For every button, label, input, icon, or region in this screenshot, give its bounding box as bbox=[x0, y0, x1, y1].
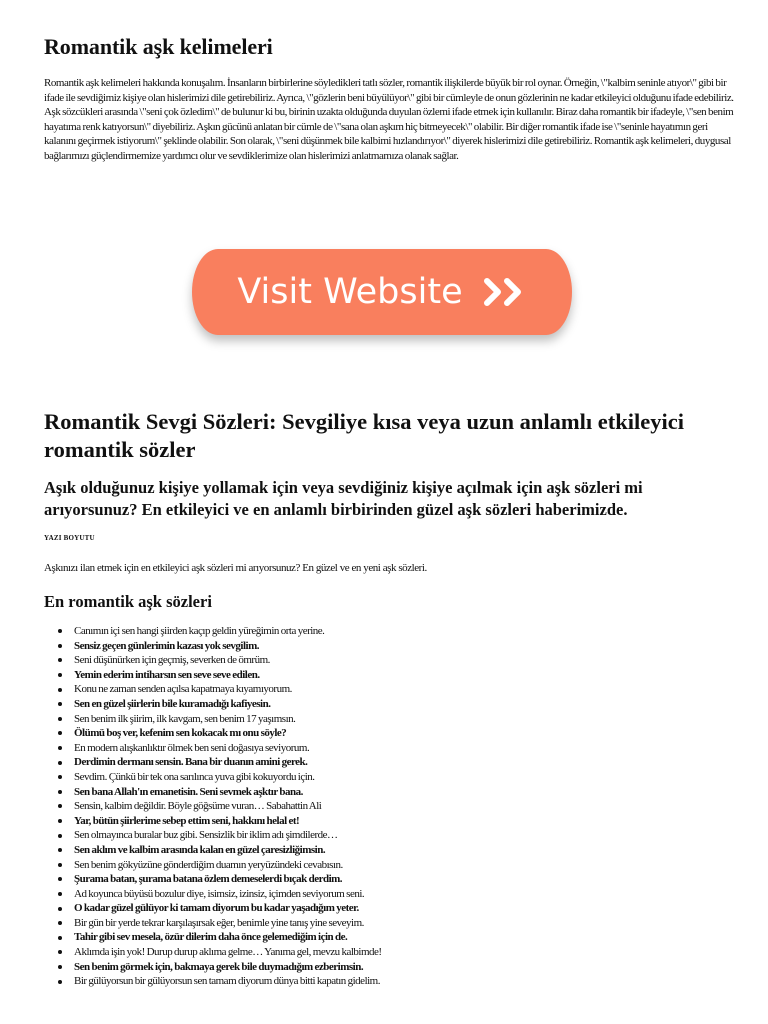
list-item bbox=[58, 843, 738, 858]
list-item-text: Sen benim görmek için, bakmaya gerek bile duymadığım ezberimsin. bbox=[74, 960, 364, 973]
bullet-icon bbox=[58, 702, 62, 706]
list-item-text: Bir gülüyorsun bir gülüyorsun sen tamam diyorum dünya bitti kapatın gidelim. bbox=[74, 975, 380, 988]
list-item-text: Canımın içi sen hangi şiirden kaçıp geldin yüreğimin orta yerine. bbox=[74, 625, 325, 637]
list-item-text: Yar, bütün şiirlerime sebep ettim seni, hakkını helal et! bbox=[74, 814, 300, 827]
list-item bbox=[58, 785, 738, 800]
list-item bbox=[58, 624, 738, 639]
font-size-label: YAZI BOYUTU bbox=[44, 534, 95, 542]
quote-list bbox=[58, 624, 738, 989]
bullet-icon bbox=[58, 892, 62, 896]
bullet-icon bbox=[58, 717, 62, 721]
bullet-icon bbox=[58, 746, 62, 750]
bullet-icon bbox=[58, 863, 62, 867]
bullet-icon bbox=[58, 980, 62, 984]
list-item-text: Sen aklım ve kalbim arasında kalan en güzel çaresizliğimsin. bbox=[74, 843, 326, 856]
list-item-text: Şurama batan, şurama batana özlem demeselerdi bıçak derdim. bbox=[74, 873, 343, 886]
list-item-text: Sensiz geçen günlerimin kazası yok sevgilim. bbox=[74, 639, 260, 652]
list-item-text: Sen bana Allah'ın emanetisin. Seni sevmek aşktır bana. bbox=[74, 785, 303, 798]
list-item-text: Sen en güzel şiirlerin bile kuramadığı kafiyesin. bbox=[74, 697, 271, 710]
bullet-icon bbox=[58, 834, 62, 838]
bullet-icon bbox=[58, 819, 62, 823]
list-item-text: Sen benim ilk şiirim, ilk kavgam, sen benim 17 yaşımsın. bbox=[74, 712, 296, 725]
list-item bbox=[58, 960, 738, 975]
list-item bbox=[58, 697, 738, 712]
list-item bbox=[58, 974, 738, 989]
list-item bbox=[58, 872, 738, 887]
list-item-text: Bir gün bir yerde tekrar karşılaşırsak eğer, benimle yine tanış yine seveyim. bbox=[74, 916, 364, 929]
intro-paragraph: Romantik aşk kelimeleri hakkında konuşalım. İnsanların birbirlerine söyledikleri tatlı sözler, romantik ilişkilerde büyük bir rol oynar. Örneğin, \"kalbim seninle atıyor\" gibi bir ifade ile sevdiğimiz kişiye olan hislerimizi dile getirebiliriz. Ayrıca, \"gözlerin beni büyülüyor\" gibi bir cümleyle de onun gözlerinin ne kadar etkileyici olduğunu ifade edebiliriz. Aşk sözcükleri arasında \"seni çok özledim\" de bulunur ki bu, birinin uzakta olduğunda duyulan özlemi ifade etmek için kullanılır. Biraz daha romantik bir ifadeyle, \"sen benim hayatıma renk katıyorsun\" diyebiliriz. Aşkın gücünü anlatan bir cümle de \"sana olan aşkım hiç bitmeyecek\" olabilir. Bir diğer romantik ifade ise \"seninle hayatımın geri kalanını geçirmek istiyorum\" şeklinde olabilir. Son olarak, \"seni düşünmek bile kalbimi hızlandırıyor\" diyerek hislerimizi dile getirebiliriz. Romantik aşk kelimeleri, duygusal bağlarımızı güçlendirmemize yardımcı olur ve sevdiklerimize olan hislerimizi anlatmamıza olanak sağlar. bbox=[44, 77, 734, 162]
bullet-icon bbox=[58, 629, 62, 633]
list-item bbox=[58, 770, 738, 785]
list-item bbox=[58, 901, 738, 916]
list-item-text: Derdimin dermanı sensin. Bana bir duanın amini gerek. bbox=[74, 756, 308, 769]
section-subtitle: Aşık olduğunuz kişiye yollamak için veya sevdiğiniz kişiye açılmak için aşk sözleri mi arıyorsunuz? En etkileyici ve en anlamlı birbirinden güzel aşk sözleri haberimizde. bbox=[44, 478, 643, 519]
bullet-icon bbox=[58, 877, 62, 881]
bullet-icon bbox=[58, 761, 62, 765]
list-item-text: Seni düşünürken için geçmiş, severken de ömrüm. bbox=[74, 654, 270, 667]
bullet-icon bbox=[58, 673, 62, 677]
list-item-text: En modern alışkanlıktır ölmek ben seni doğasıya seviyorum. bbox=[74, 741, 310, 754]
article-title: Romantik aşk kelimeleri bbox=[44, 34, 273, 59]
list-title: En romantik aşk sözleri bbox=[44, 592, 212, 611]
list-item bbox=[58, 930, 738, 945]
bullet-icon bbox=[58, 775, 62, 779]
bullet-icon bbox=[58, 688, 62, 692]
bullet-icon bbox=[58, 965, 62, 969]
list-item-text: Aklımda işin yok! Durup durup aklıma gelme… Yanıma gel, mevzu kalbimde! bbox=[74, 946, 382, 959]
bullet-icon bbox=[58, 731, 62, 735]
section-paragraph: Aşkınızı ilan etmek için en etkileyici aşk sözleri mi arıyorsunuz? En güzel ve en yeni aşk sözleri. bbox=[44, 562, 427, 574]
visit-website-label: Visit Website bbox=[237, 272, 463, 312]
list-item-text: Ad koyunca büyüsü bozulur diye, isimsiz, izinsiz, içimden seviyorum seni. bbox=[74, 887, 365, 900]
list-item bbox=[58, 653, 738, 668]
double-chevron-right-icon bbox=[483, 277, 527, 307]
bullet-icon bbox=[58, 950, 62, 954]
section-title: Romantik Sevgi Sözleri: Sevgiliye kısa veya uzun anlamlı etkileyici romantik sözler bbox=[44, 409, 684, 462]
list-item-text: Sevdim. Çünkü bir tek ona sarılınca yuva gibi kokuyordu için. bbox=[74, 770, 315, 783]
list-item bbox=[58, 712, 738, 727]
bullet-icon bbox=[58, 804, 62, 808]
list-item bbox=[58, 682, 738, 697]
bullet-icon bbox=[58, 644, 62, 648]
list-item-text: Sen olmayınca buralar buz gibi. Sensizlik bir iklim adı şimdilerde… bbox=[74, 829, 338, 842]
visit-website-button[interactable] bbox=[192, 249, 572, 335]
list-item bbox=[58, 639, 738, 654]
bullet-icon bbox=[58, 658, 62, 662]
list-item bbox=[58, 916, 738, 931]
list-item-text: O kadar güzel gülüyor ki tamam diyorum bu kadar yaşadığım yeter. bbox=[74, 902, 359, 915]
list-item-text: Ölümü boş ver, kefenim sen kokacak mı onu söyle? bbox=[74, 727, 287, 740]
bullet-icon bbox=[58, 936, 62, 940]
list-item bbox=[58, 828, 738, 843]
bullet-icon bbox=[58, 790, 62, 794]
bullet-icon bbox=[58, 921, 62, 925]
list-item bbox=[58, 799, 738, 814]
list-item bbox=[58, 887, 738, 902]
list-item bbox=[58, 755, 738, 770]
list-item bbox=[58, 668, 738, 683]
bullet-icon bbox=[58, 907, 62, 911]
list-item bbox=[58, 726, 738, 741]
list-item-text: Yemin ederim intiharsın sen seve seve edilen. bbox=[74, 668, 260, 681]
list-item bbox=[58, 814, 738, 829]
bullet-icon bbox=[58, 848, 62, 852]
list-item bbox=[58, 858, 738, 873]
list-item-text: Sen benim gökyüzüne gönderdiğim duamın yeryüzündeki cevabısın. bbox=[74, 858, 343, 871]
list-item bbox=[58, 741, 738, 756]
list-item-text: Konu ne zaman senden açılsa kapatmaya kıyamıyorum. bbox=[74, 683, 292, 696]
list-item-text: Sensin, kalbim değildir. Böyle göğsüme vuran… Sabahattin Ali bbox=[74, 800, 322, 813]
list-item bbox=[58, 945, 738, 960]
list-item-text: Tahir gibi sev mesela, özür dilerim daha önce gelemediğim için de. bbox=[74, 931, 348, 944]
